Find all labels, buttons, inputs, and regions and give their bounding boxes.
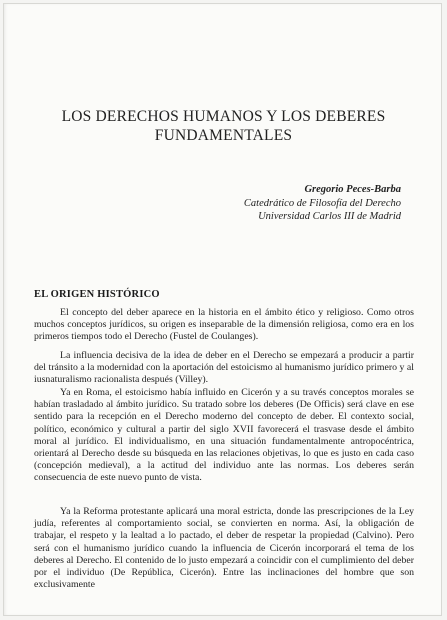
author-name: Gregorio Peces-Barba (304, 184, 401, 195)
body-paragraph-2 (34, 350, 414, 391)
article-title-line2: FUNDAMENTALES (154, 127, 293, 144)
paragraph-text: La influencia decisiva de la idea de deber en el Derecho se empezará a producir a partir del tránsito a la modernidad con la aportación del estoicismo al humanismo jurídico primero y al iusnaturalismo racionalista después (Villey). (34, 350, 414, 386)
body-paragraph-1 (34, 307, 414, 348)
section-heading: EL ORIGEN HISTÓRICO (34, 289, 160, 300)
paragraph-text: Ya en Roma, el estoicismo había influido en Cicerón y a su través conceptos morales se habían trasladado al ámbito jurídico. Su tratado sobre los deberes (De Officis) será clave en ese sentido para la recepción en el Derecho moderno del concepto de deber. El contexto social, político, económico y cultural a partir del siglo XVII favorecerá el trasvase desde el ámbito moral al jurídico. El individualismo, en una situación fundamentalmente antropocéntrica, orientará al Derecho desde su búsqueda en las relaciones objetivas, lo que es justo en cada caso (concepción medieval), a la actitud del individuo ante las normas. Los deberes serán consecuencia de este nuevo punto de vista. (34, 387, 414, 484)
author-affiliation: Universidad Carlos III de Madrid (258, 211, 401, 222)
paragraph-text: Ya la Reforma protestante aplicará una moral estricta, donde las prescripciones de la Ley judía, referentes al comportamiento social, se convierten en norma. Así, la obligación de trabajar, el respeto y la lealtad a lo pactado, el deber de respetar la propiedad (Calvino). Pero será con el humanismo jurídico cuando la influencia de Cicerón incorporará el tema de los deberes al Derecho. El contenido de lo justo empezará a coincidir con el cumplimiento del deber por el individuo (De República, Cicerón). Entre las inclinaciones del hombre que son exclusivamente (34, 506, 414, 591)
body-paragraph-3 (34, 387, 414, 489)
article-title-line1: LOS DERECHOS HUMANOS Y LOS DEBERES (61, 108, 386, 125)
author-role: Catedrático de Filosofía del Derecho (243, 198, 401, 209)
body-paragraph-4 (34, 506, 414, 595)
paragraph-text: El concepto del deber aparece en la historia en el ámbito ético y religioso. Como otros muchos conceptos jurídicos, su origen es inseparable de la dimensión religiosa, como era en los primeros tiempos todo el Derecho (Fustel de Coulanges). (34, 307, 414, 343)
